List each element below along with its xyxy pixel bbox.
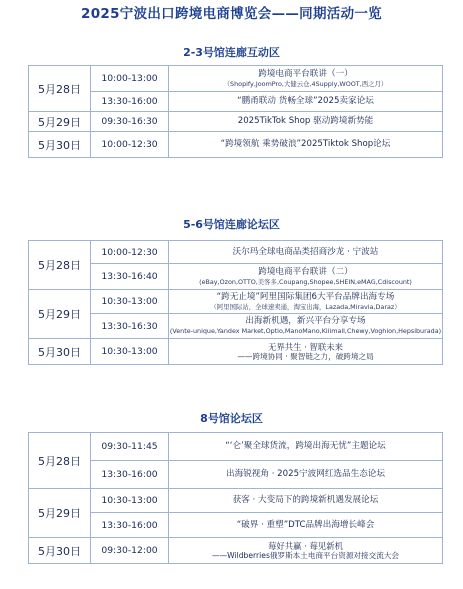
section-title: 2-3号馆连廊互动区	[183, 46, 280, 59]
event-title: “跨无止境”阿里国际集团6大平台品牌出海专场	[216, 291, 395, 302]
date-cell: 5月30日	[29, 339, 91, 365]
time-cell: 09:30-12:00	[91, 538, 169, 564]
event-cell	[169, 66, 443, 92]
event-cell	[169, 112, 443, 132]
event-title: 沃尔玛全球电商品类招商沙龙 · 宁波站	[232, 246, 379, 257]
schedule-table	[28, 240, 443, 365]
time-cell: 13:30-16:30	[91, 314, 169, 339]
date-cell: 5月29日	[29, 112, 91, 132]
time-cell: 10:00-12:30	[91, 241, 169, 264]
event-title: 跨境电商平台联讲（二）	[258, 266, 353, 277]
table-row	[29, 290, 443, 314]
time-cell: 09:30-16:30	[91, 112, 169, 132]
event-title: “破界 · 重塑”DTC品牌出海增长峰会	[236, 519, 375, 530]
time-cell: 10:30-13:00	[91, 290, 169, 314]
table-row	[29, 461, 443, 489]
time-cell: 13:30-16:00	[91, 92, 169, 112]
time-cell: 10:30-13:00	[91, 339, 169, 365]
date-cell: 5月30日	[29, 538, 91, 564]
event-title: 出海新机遇，新兴平台分享专场	[245, 316, 366, 326]
event-title: “跨境领航 乘势破浪”2025Tiktok Shop论坛	[220, 139, 391, 149]
table-row	[29, 112, 443, 132]
event-title: “鹏甬联动 货畅全球”2025卖家论坛	[237, 96, 374, 106]
event-title: 跨境电商平台联讲（一）	[258, 68, 353, 79]
schedule-table	[28, 65, 443, 158]
date-cell: 5月28日	[29, 241, 91, 290]
table-row	[29, 92, 443, 112]
event-cell	[169, 290, 443, 314]
event-title: 出海锐视角 · 2025宁波网红选品生态论坛	[226, 469, 385, 479]
section-title: 5-6号馆连廊论坛区	[183, 218, 280, 231]
date-cell: 5月29日	[29, 290, 91, 339]
page-title: 2025宁波出口跨境电商博览会——同期活动一览	[81, 6, 382, 22]
schedule-table	[28, 432, 443, 564]
time-cell: 13:30-16:00	[91, 513, 169, 538]
event-cell	[169, 241, 443, 264]
event-cell	[169, 513, 443, 538]
event-title: 2025TikTok Shop 驱动跨境新势能	[237, 116, 374, 126]
time-cell: 10:00-13:00	[91, 66, 169, 92]
date-cell: 5月28日	[29, 433, 91, 489]
table-row	[29, 513, 443, 538]
event-cell	[169, 538, 443, 564]
event-cell	[169, 433, 443, 461]
table-row	[29, 433, 443, 461]
event-cell	[169, 132, 443, 158]
event-title: 获客 · 大变局下的跨境新机遇发展论坛	[232, 495, 379, 505]
event-participants: (eBay,Ozon,OTTO,美客多,Coupang,Shopee,SHEIN,eMAG,Cdiscount)	[199, 277, 412, 286]
event-subtitle: ——Wildberries俄罗斯本土电商平台资源对接交流大会	[211, 550, 399, 560]
event-cell	[169, 339, 443, 365]
table-row	[29, 66, 443, 92]
table-row	[29, 132, 443, 158]
table-row	[29, 489, 443, 513]
table-row	[29, 241, 443, 264]
event-cell	[169, 461, 443, 489]
table-row	[29, 538, 443, 564]
time-cell: 13:30-16:40	[91, 264, 169, 290]
event-subtitle: ——跨境协同 · 聚智链之力，破跨境之局	[237, 351, 374, 361]
table-row	[29, 339, 443, 365]
time-cell: 10:00-12:30	[91, 132, 169, 158]
event-participants: （阿里国际站，全球速卖通，淘宝出海，Lazada,Miravia,Daraz）	[210, 302, 401, 311]
event-cell	[169, 489, 443, 513]
time-cell: 10:30-13:00	[91, 489, 169, 513]
event-participants: （Shopify,JoomPro,大健云仓,4Supply,WOOT,西之月）	[223, 79, 388, 88]
time-cell: 09:30-11:45	[91, 433, 169, 461]
event-title: “‘仑’聚全球货流，跨境出海无忧”主题论坛	[225, 441, 386, 451]
event-cell	[169, 314, 443, 339]
event-participants: (Vente-unique,Yandex Market,Optio,ManoMano,Kilimall,Chewy,Voghion,Hepsiburada)	[169, 327, 442, 335]
time-cell: 13:30-16:00	[91, 461, 169, 489]
section-title: 8号馆论坛区	[200, 412, 263, 425]
event-cell	[169, 92, 443, 112]
date-cell: 5月30日	[29, 132, 91, 158]
date-cell: 5月28日	[29, 66, 91, 112]
event-title: 无界共生 · 智联未来	[268, 341, 343, 352]
date-cell: 5月29日	[29, 489, 91, 538]
table-row	[29, 314, 443, 339]
table-row	[29, 264, 443, 290]
event-cell	[169, 264, 443, 290]
event-title: 莓好共赢 · 莓见新机	[268, 540, 343, 551]
